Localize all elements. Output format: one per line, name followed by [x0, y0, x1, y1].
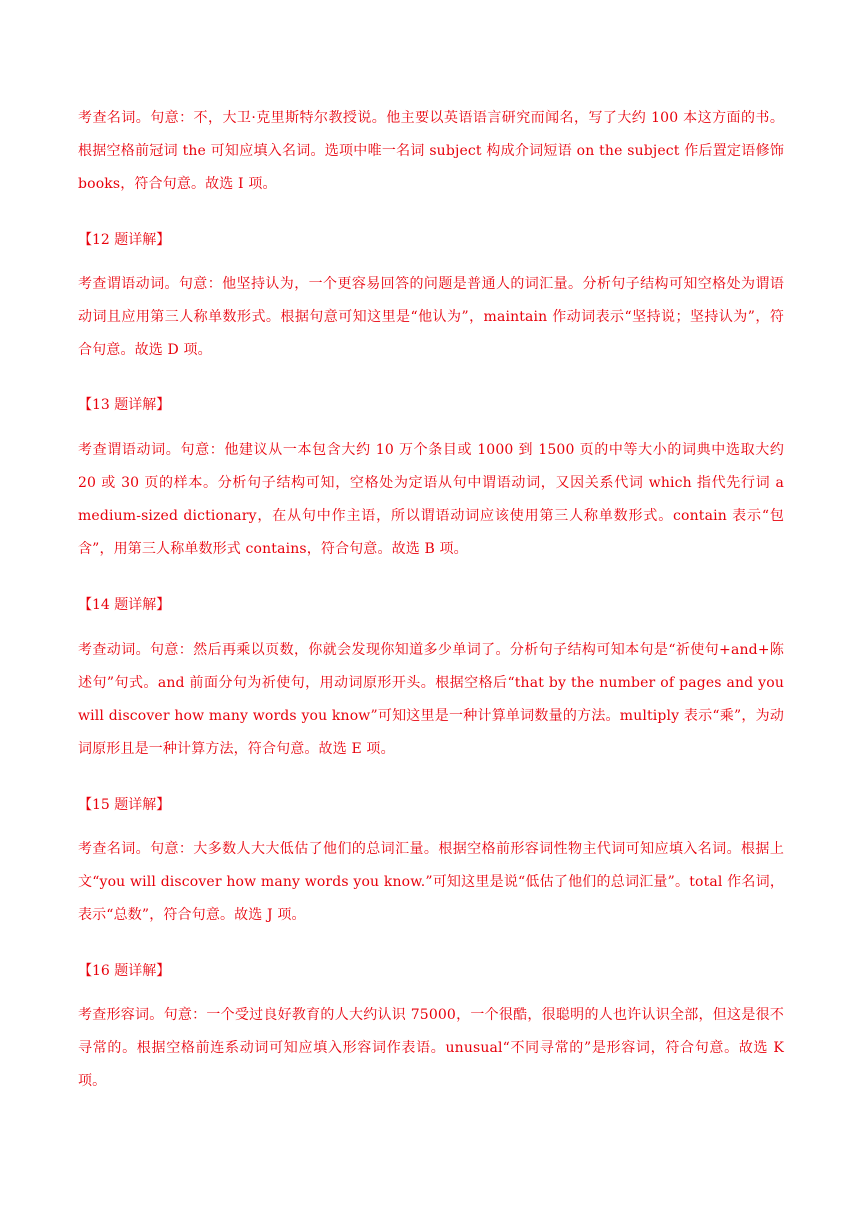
question-13-heading: 【13 题详解】	[78, 397, 171, 413]
explanation-paragraph-12: 考查谓语动词。句意：他坚持认为，一个更容易回答的问题是普通人的词汇量。分析句子结构可知空格处为谓语动词且应用第三人称单数形式。根据句意可知这里是“他认为”，maintain 作动词表示“坚持说；坚持认为”，符合句意。故选 D 项。	[78, 276, 784, 358]
question-16-heading: 【16 题详解】	[78, 963, 171, 979]
explanation-paragraph-16: 考查形容词。句意：一个受过良好教育的人大约认识 75000，一个很酷，很聪明的人也许认识全部，但这是很不寻常的。根据空格前连系动词可知应填入形容词作表语。unusual“不同寻常的”是形容词，符合句意。故选 K 项。	[78, 1007, 784, 1089]
explanation-paragraph-11: 考查名词。句意：不，大卫·克里斯特尔教授说。他主要以英语语言研究而闻名，写了大约 100 本这方面的书。根据空格前冠词 the 可知应填入名词。选项中唯一名词 subject 构成介词短语 on the subject 作后置定语修饰 books，符合句意。故选 I 项。	[78, 110, 784, 192]
explanation-paragraph-13: 考查谓语动词。句意：他建议从一本包含大约 10 万个条目或 1000 到 1500 页的中等大小的词典中选取大约 20 或 30 页的样本。分析句子结构可知，空格处为定语从句中谓语动词，又因关系代词 which 指代先行词 a medium-sized dictionary，在从句中作主语，所以谓语动词应该使用第三人称单数形式。contain 表示“包含”，用第三人称单数形式 contains，符合句意。故选 B 项。	[78, 442, 784, 557]
question-12-heading: 【12 题详解】	[78, 232, 171, 248]
question-15-heading: 【15 题详解】	[78, 797, 171, 813]
explanation-paragraph-14: 考查动词。句意：然后再乘以页数，你就会发现你知道多少单词了。分析句子结构可知本句是“祈使句+and+陈述句”句式。and 前面分句为祈使句，用动词原形开头。根据空格后“that by the number of pages and you will discover how many words you know”可知这里是一种计算单词数量的方法。multiply 表示“乘”，为动词原形且是一种计算方法，符合句意。故选 E 项。	[78, 642, 784, 757]
question-14-heading: 【14 题详解】	[78, 597, 171, 613]
explanation-paragraph-15: 考查名词。句意：大多数人大大低估了他们的总词汇量。根据空格前形容词性物主代词可知应填入名词。根据上文“you will discover how many words you know.”可知这里是说“低估了他们的总词汇量”。total 作名词，表示“总数”，符合句意。故选 J 项。	[78, 841, 784, 923]
